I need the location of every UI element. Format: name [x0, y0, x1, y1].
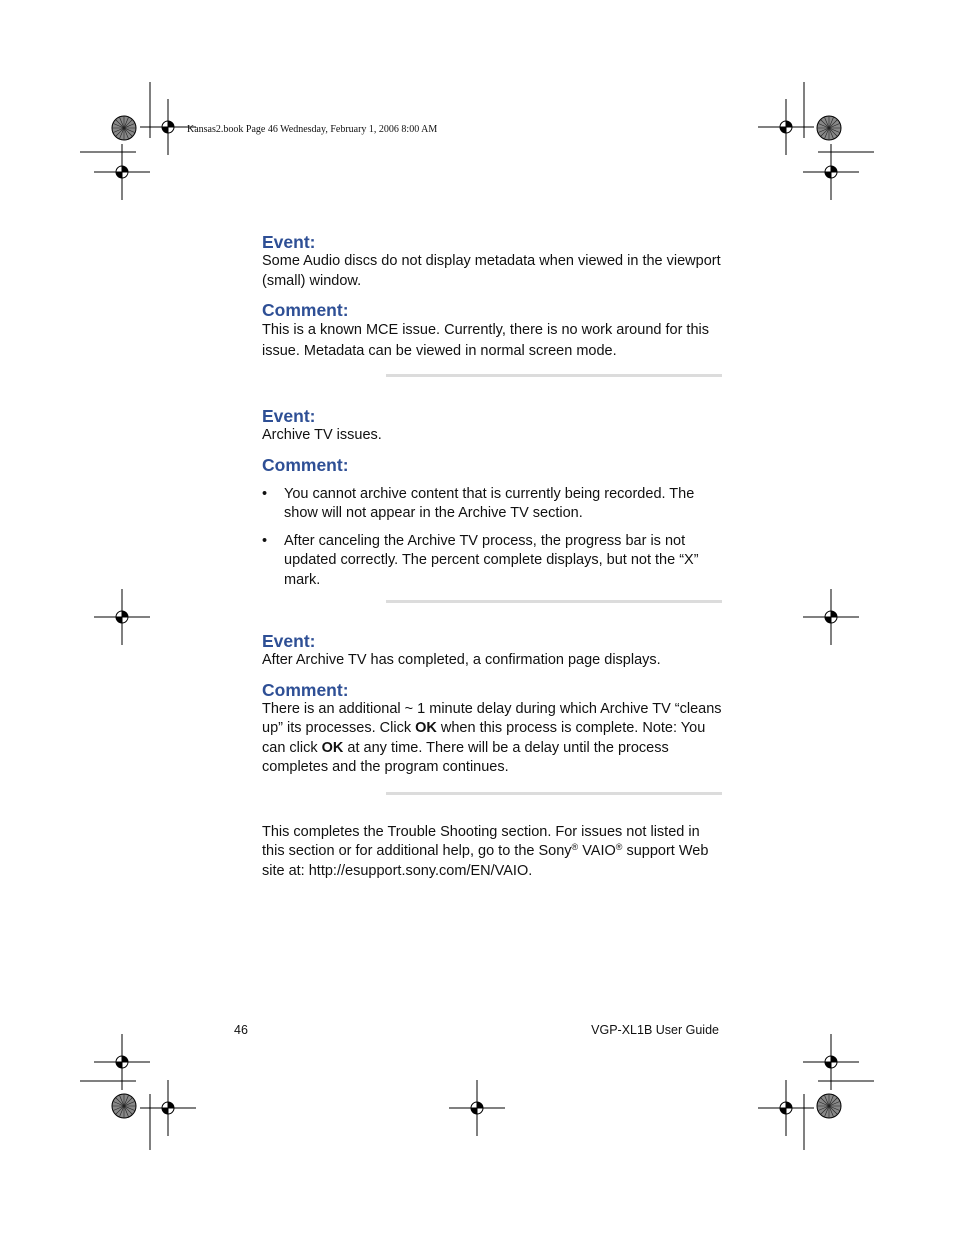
list-item	[262, 532, 722, 591]
comment-text-part: at any time. There will be a delay until the process completes and the program continues.	[262, 739, 669, 775]
page-number: 46	[234, 1023, 248, 1037]
comment-heading: Comment:	[262, 300, 349, 320]
closing-text-part: VAIO	[578, 843, 616, 859]
comment-heading: Comment:	[262, 454, 349, 475]
section-divider	[386, 600, 722, 603]
comment-bullet-list	[262, 485, 722, 591]
ok-emphasis: OK	[321, 739, 344, 756]
section-divider	[386, 374, 722, 377]
section-divider	[386, 792, 722, 795]
list-item	[262, 485, 722, 524]
closing-paragraph	[262, 823, 722, 882]
guide-title: VGP-XL1B User Guide	[591, 1023, 719, 1037]
closing-text-part: This completes the Trouble Shooting section. For issues not listed in this section or for additional help, go to the Sony	[262, 823, 700, 859]
bullet-glyph: •	[262, 532, 268, 549]
event-text: Archive TV issues.	[262, 427, 382, 443]
event-text: Some Audio discs do not display metadata when viewed in the viewport (small) window.	[262, 253, 721, 289]
book-slug: Kansas2.book Page 46 Wednesday, February 1, 2006 8:00 AM	[187, 124, 438, 135]
bullet-text: You cannot archive content that is currently being recorded. The show will not appear in the Archive TV section.	[284, 485, 695, 521]
comment-text-part: There is an additional ~ 1 minute delay during which Archive TV “cleans up” its processes. Click	[262, 700, 722, 736]
event-heading: Event:	[262, 406, 316, 426]
bullet-glyph: •	[262, 485, 268, 502]
section-3	[262, 631, 722, 778]
bullet-text: After canceling the Archive TV process, the progress bar is not updated correctly. The percent complete displays, but not the “X” mark.	[284, 532, 699, 588]
event-heading: Event:	[262, 631, 316, 651]
section-1	[262, 232, 722, 362]
troubleshooting-content	[262, 232, 722, 881]
comment-text-part: when this process is complete. Note: You can click	[262, 720, 706, 756]
registered-mark: ®	[615, 842, 623, 852]
ok-emphasis: OK	[415, 720, 437, 736]
closing-text-part: support Web site at: http://esupport.sony.com/EN/VAIO.	[262, 843, 709, 879]
comment-heading: Comment:	[262, 679, 349, 700]
comment-text	[262, 700, 722, 778]
section-2	[262, 406, 722, 590]
registered-mark: ®	[571, 842, 579, 852]
event-text: After Archive TV has completed, a confirmation page displays.	[262, 652, 661, 668]
event-heading: Event:	[262, 232, 316, 252]
comment-text: This is a known MCE issue. Currently, there is no work around for this issue. Metadata can be viewed in normal screen mode.	[262, 322, 709, 359]
